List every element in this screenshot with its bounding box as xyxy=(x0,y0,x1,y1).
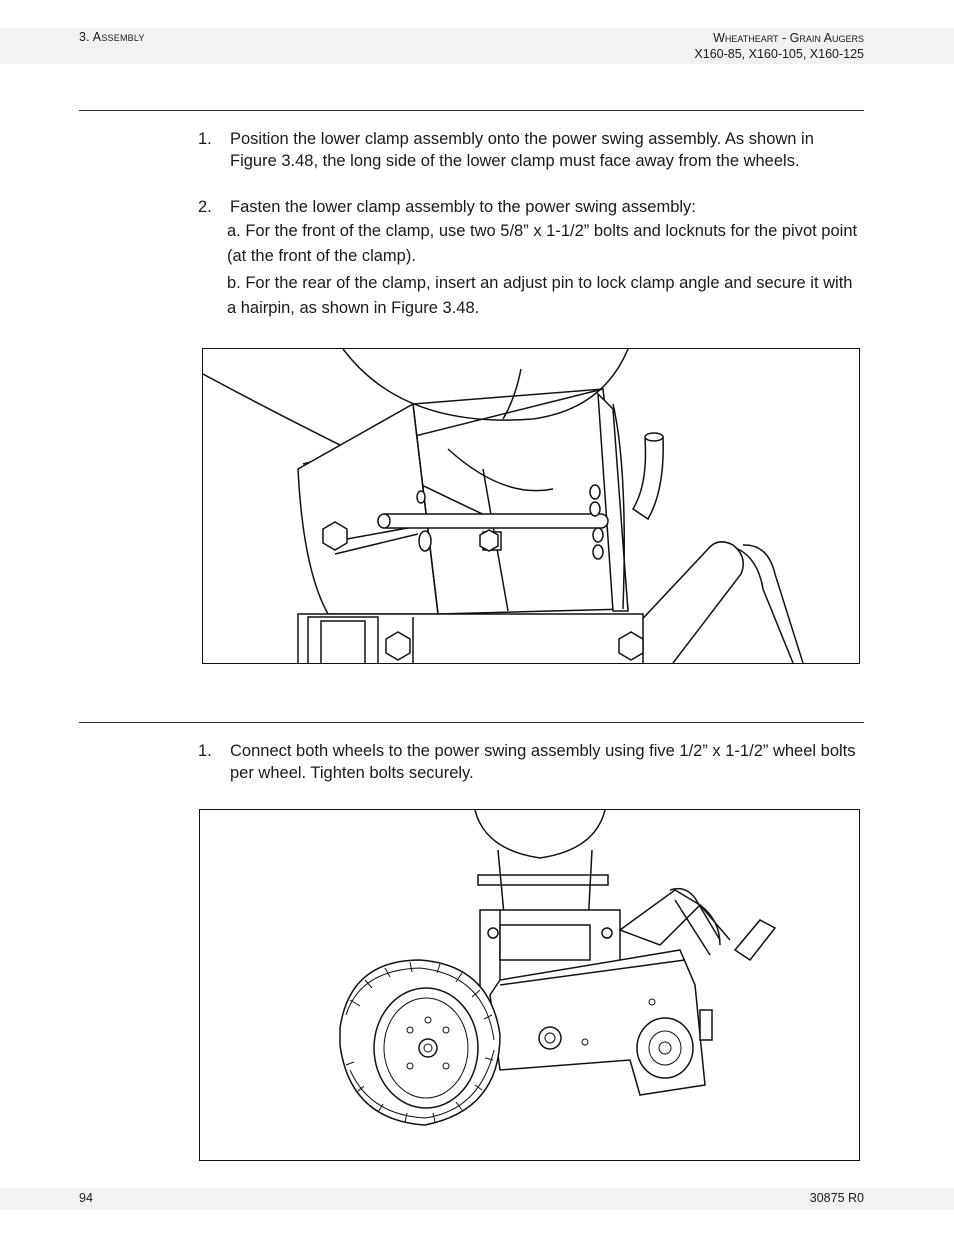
substep-item: a. For the front of the clamp, use two 5/8” x 1-1/2” bolts and locknuts for the pivot point (at the front of the clamp). xyxy=(227,222,858,265)
product-header xyxy=(694,30,864,62)
substep-item: b. For the rear of the clamp, insert an adjust pin to lock clamp angle and secure it with a hairpin, as shown in Figure 3.48. xyxy=(227,274,853,317)
section-title: 3. Assembly xyxy=(79,30,145,44)
page-number: 94 xyxy=(79,1191,93,1205)
figure-wheel-mount xyxy=(199,809,860,1161)
section-divider xyxy=(79,722,864,723)
step-text: Fasten the lower clamp assembly to the power swing assembly: xyxy=(230,198,696,216)
document-code: 30875 R0 xyxy=(809,1191,864,1205)
product-name: Wheatheart - Grain Augers xyxy=(713,31,864,45)
step-number: 1. xyxy=(198,742,212,760)
section-divider xyxy=(79,110,864,111)
figure-lower-clamp xyxy=(202,348,860,664)
step-number: 2. xyxy=(198,198,212,216)
step-text: Connect both wheels to the power swing assembly using five 1/2” x 1-1/2” wheel bolts per wheel. Tighten bolts securely. xyxy=(230,742,856,782)
model-list: X160-85, X160-105, X160-125 xyxy=(694,47,864,61)
step-number: 1. xyxy=(198,130,212,148)
step-text: Position the lower clamp assembly onto the power swing assembly. As shown in Figure 3.48, the long side of the lower clamp must face away from the wheels. xyxy=(230,130,814,170)
